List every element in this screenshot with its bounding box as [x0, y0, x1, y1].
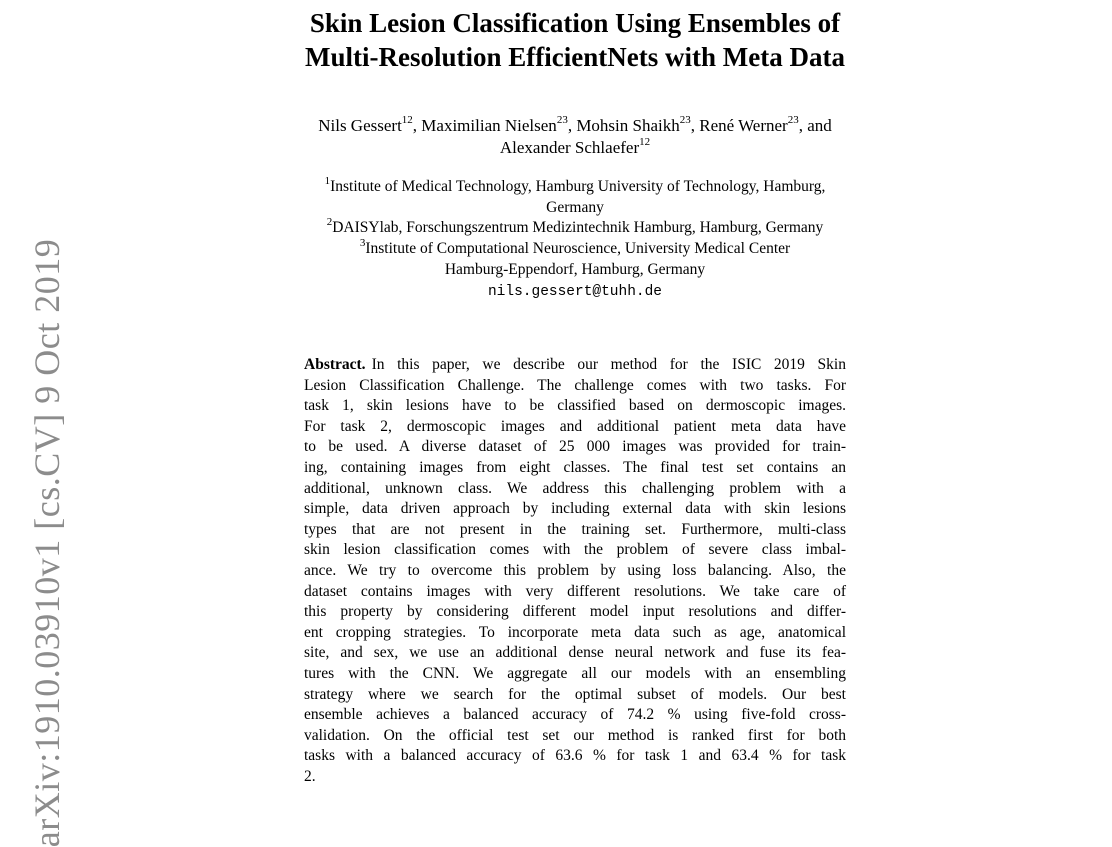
author-affil-marker: 23	[556, 114, 568, 127]
author-affil-marker: 23	[787, 114, 799, 127]
arxiv-identifier: arXiv:1910.03910v1 [cs.CV] 9 Oct 2019	[27, 238, 67, 847]
paper-title	[200, 6, 950, 74]
abstract-line: ent cropping strategies. To incorporate meta data such as age, anatomical	[304, 623, 846, 641]
abstract-line: types that are not present in the training set. Furthermore, multi-class	[304, 520, 846, 538]
abstract-line: this property by considering different model input resolutions and differ-	[304, 603, 846, 621]
affiliation-line	[200, 218, 950, 239]
title-line: Multi-Resolution EfficientNets with Meta Data	[305, 42, 845, 72]
abstract-line: tures with the CNN. We aggregate all our models with an ensembling	[304, 664, 846, 682]
abstract-line: to be used. A diverse dataset of 25 000 images was provided for train-	[304, 438, 846, 456]
author-affil-marker: 12	[639, 136, 651, 149]
author-line	[200, 115, 950, 137]
affiliation-text: Hamburg-Eppendorf, Hamburg, Germany	[444, 260, 706, 278]
affiliation-text: Institute of Computational Neuroscience, University Medical Center	[365, 240, 791, 258]
abstract-line: site, and sex, we use an additional dense neural network and fuse its fea-	[304, 644, 846, 662]
affiliation-text: DAISYlab, Forschungszentrum Medizintechnik Hamburg, Hamburg, Germany	[332, 219, 824, 237]
author-affil-marker: 12	[401, 114, 413, 127]
author-separator: ,	[690, 116, 700, 135]
author-separator: , and	[798, 116, 832, 135]
affiliation-line	[200, 198, 950, 219]
author-line	[200, 137, 950, 159]
abstract-line: additional, unknown class. We address this challenging problem with a	[304, 479, 846, 497]
abstract-line	[304, 355, 846, 376]
title-line: Skin Lesion Classification Using Ensembles of	[309, 8, 841, 38]
affiliation-line	[200, 236, 950, 260]
abstract	[304, 355, 846, 787]
abstract-heading: Abstract.	[304, 356, 366, 373]
author-list	[200, 115, 950, 159]
abstract-line: tasks with a balanced accuracy of 63.6 % for task 1 and 63.4 % for task	[304, 747, 846, 765]
contact-email[interactable]: nils.gessert@tuhh.de	[487, 283, 663, 300]
abstract-line: simple, data driven approach by including external data with skin lesions	[304, 500, 846, 518]
abstract-line: Lesion Classification Challenge. The challenge comes with two tasks. For	[304, 376, 846, 394]
affiliation-marker: 3	[359, 236, 366, 249]
author-name: Alexander Schlaefer	[499, 138, 640, 157]
abstract-line: strategy where we search for the optimal subset of models. Our best	[304, 685, 846, 703]
abstract-line: dataset contains images with very different resolutions. We take care of	[304, 582, 846, 600]
abstract-line: skin lesion classification comes with the problem of severe class imbal-	[304, 541, 846, 559]
abstract-line: ensemble achieves a balanced accuracy of 74.2 % using five-fold cross-	[304, 706, 846, 724]
author-separator: ,	[412, 116, 422, 135]
author-name: Nils Gessert	[318, 116, 402, 135]
author-name: René Werner	[699, 116, 788, 135]
abstract-text: In this paper, we describe our method for the ISIC 2019 Skin	[371, 356, 846, 373]
abstract-line: 2.	[304, 767, 316, 785]
affiliation-line	[200, 260, 950, 281]
author-affil-marker: 23	[679, 114, 691, 127]
affiliation-text: Germany	[546, 198, 604, 216]
abstract-line: task 1, skin lesions have to be classified based on dermoscopic images.	[304, 397, 846, 415]
abstract-line: validation. On the official test set our method is ranked first for both	[304, 726, 846, 744]
author-name: Maximilian Nielsen	[421, 116, 557, 135]
abstract-line: For task 2, dermoscopic images and additional patient meta data have	[304, 417, 846, 435]
affiliation-marker: 1	[324, 174, 331, 187]
affiliation-list	[200, 174, 950, 302]
abstract-line: ing, containing images from eight classes. The final test set contains an	[304, 458, 846, 476]
affiliation-text: Institute of Medical Technology, Hamburg University of Technology, Hamburg,	[330, 178, 826, 195]
affiliation-line	[200, 281, 950, 303]
abstract-line: ance. We try to overcome this problem by using loss balancing. Also, the	[304, 561, 846, 579]
affiliation-line	[200, 174, 950, 198]
author-separator: ,	[567, 116, 577, 135]
author-name: Mohsin Shaikh	[576, 116, 680, 135]
affiliation-marker: 2	[326, 216, 333, 229]
